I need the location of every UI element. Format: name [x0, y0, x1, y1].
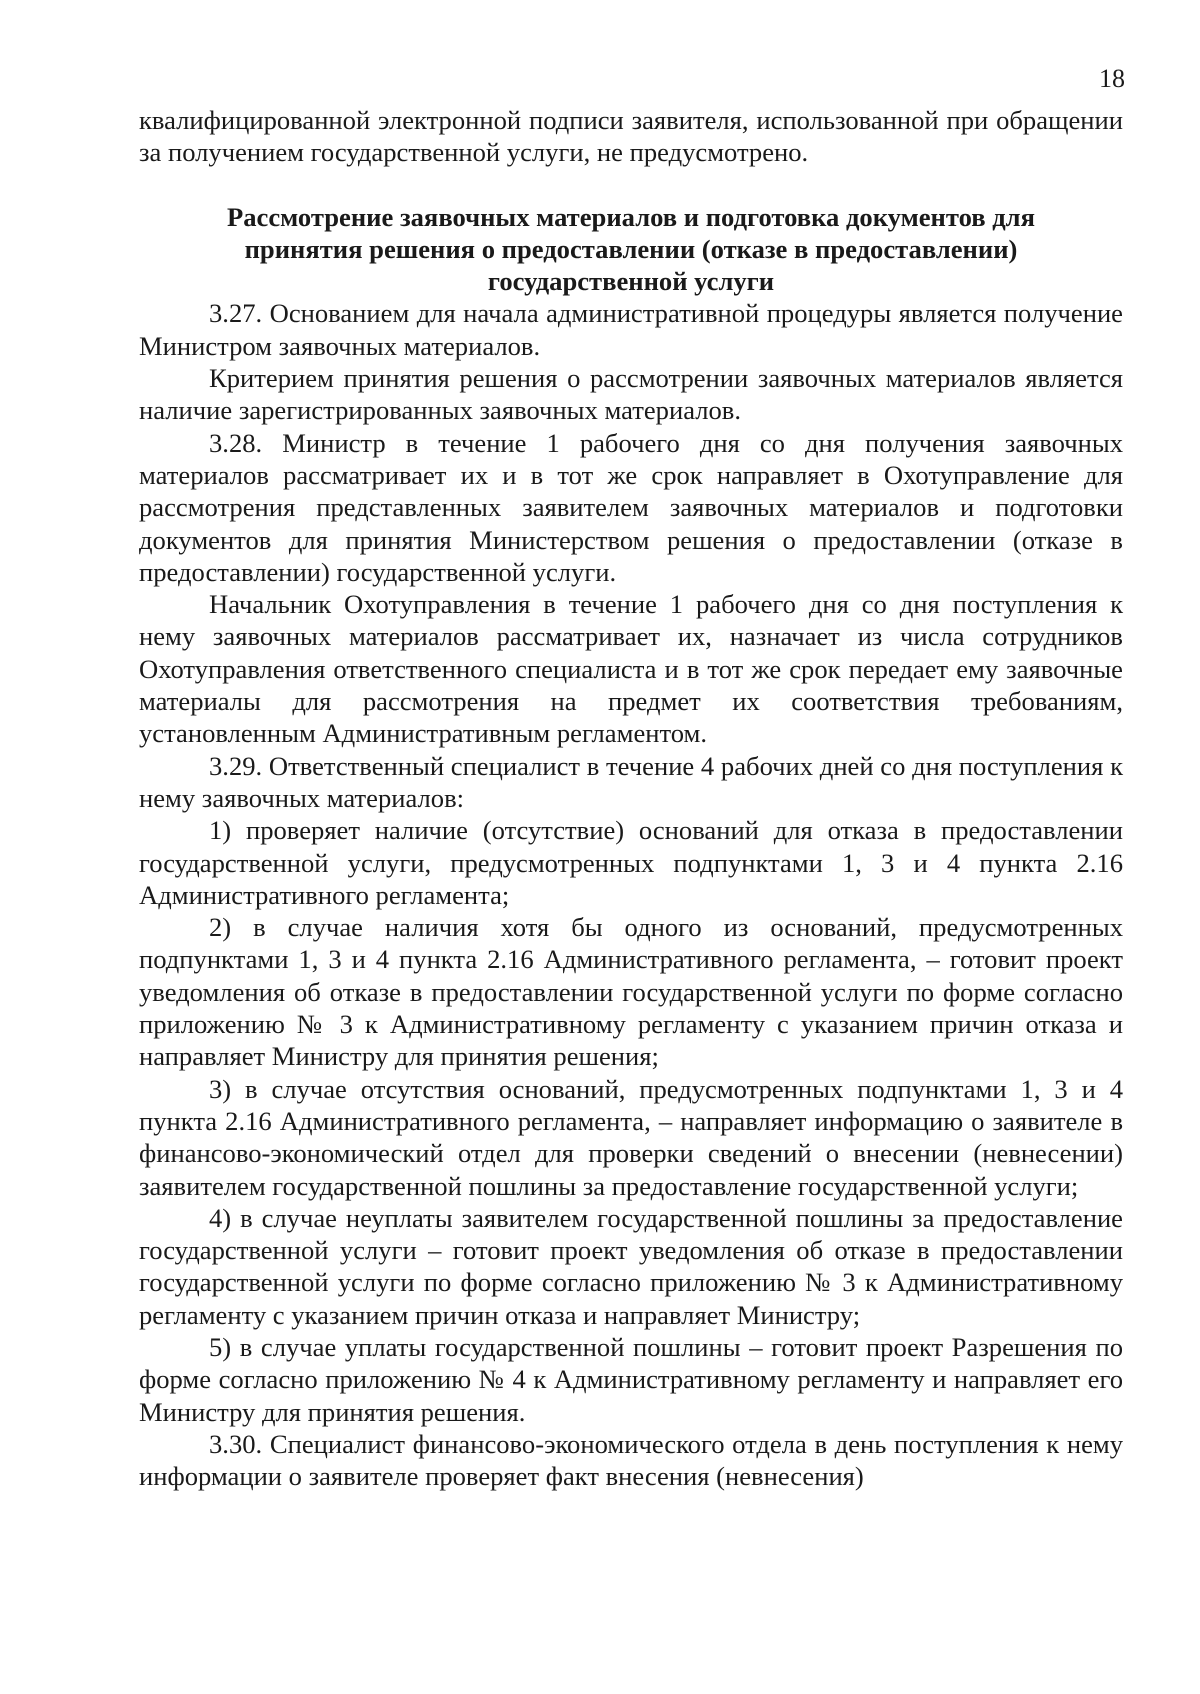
page-number: 18: [1099, 64, 1125, 93]
intro-paragraph: квалифицированной электронной подписи заявителя, использованной при обращении за получением государственной услуги, не предусмотрено.: [139, 105, 1123, 168]
list-item-4: 4) в случае неуплаты заявителем государственной пошлины за предоставление государственной услуги – готовит проект уведомления об отказе в предоставлении государственной услуги по форме согласно приложению № 3 к Административному регламенту с указанием причин отказа и направляет Министру;: [139, 1202, 1123, 1330]
paragraph-criterion: Критерием принятия решения о рассмотрении заявочных материалов является наличие зарегистрированных заявочных материалов.: [139, 363, 1123, 426]
section-title: [139, 201, 1123, 298]
paragraph-3-29: 3.29. Ответственный специалист в течение 4 рабочих дней со дня поступления к нему заявочных материалов:: [139, 750, 1123, 813]
document-body: [139, 104, 1123, 1492]
section-title-line: государственной услуги: [487, 266, 775, 297]
section-title-line: Рассмотрение заявочных материалов и подготовка документов для: [227, 201, 1035, 232]
section-title-line: принятия решения о предоставлении (отказе в предоставлении): [244, 233, 1018, 264]
paragraph-3-27: 3.27. Основанием для начала административной процедуры является получение Министром заявочных материалов.: [139, 298, 1123, 361]
list-item-3: 3) в случае отсутствия оснований, предусмотренных подпунктами 1, 3 и 4 пункта 2.16 Административного регламента, – направляет информацию о заявителе в финансово-экономический отдел для проверки сведений о внесении (невнесении) заявителем государственной пошлины за предоставление государственной услуги;: [139, 1073, 1123, 1201]
list-item-5: 5) в случае уплаты государственной пошлины – готовит проект Разрешения по форме согласно приложению № 4 к Административному регламенту и направляет его Министру для принятия решения.: [139, 1331, 1123, 1427]
list-item-1: 1) проверяет наличие (отсутствие) оснований для отказа в предоставлении государственной услуги, предусмотренных подпунктами 1, 3 и 4 пункта 2.16 Административного регламента;: [139, 815, 1123, 910]
paragraph-3-28: 3.28. Министр в течение 1 рабочего дня со дня получения заявочных материалов рассматривает их и в тот же срок направляет в Охотуправление для рассмотрения представленных заявителем заявочных материалов и подготовки документов для принятия Министерством решения о предоставлении (отказе в предоставлении) государственной услуги.: [139, 427, 1123, 587]
list-item-2: 2) в случае наличия хотя бы одного из оснований, предусмотренных подпунктами 1, 3 и 4 пункта 2.16 Административного регламента, – готовит проект уведомления об отказе в предоставлении государственной услуги по форме согласно приложению № 3 к Административному регламенту с указанием причин отказа и направляет Министру для принятия решения;: [139, 912, 1123, 1072]
paragraph-head-of-department: Начальник Охотуправления в течение 1 рабочего дня со дня поступления к нему заявочных материалов рассматривает их, назначает из числа сотрудников Охотуправления ответственного специалиста и в тот же срок передает ему заявочные материалы для рассмотрения на предмет их соответствия требованиям, установленным Административным регламентом.: [139, 589, 1123, 749]
paragraph-3-30: 3.30. Специалист финансово-экономического отдела в день поступления к нему информации о заявителе проверяет факт внесения (невнесения): [139, 1428, 1123, 1492]
